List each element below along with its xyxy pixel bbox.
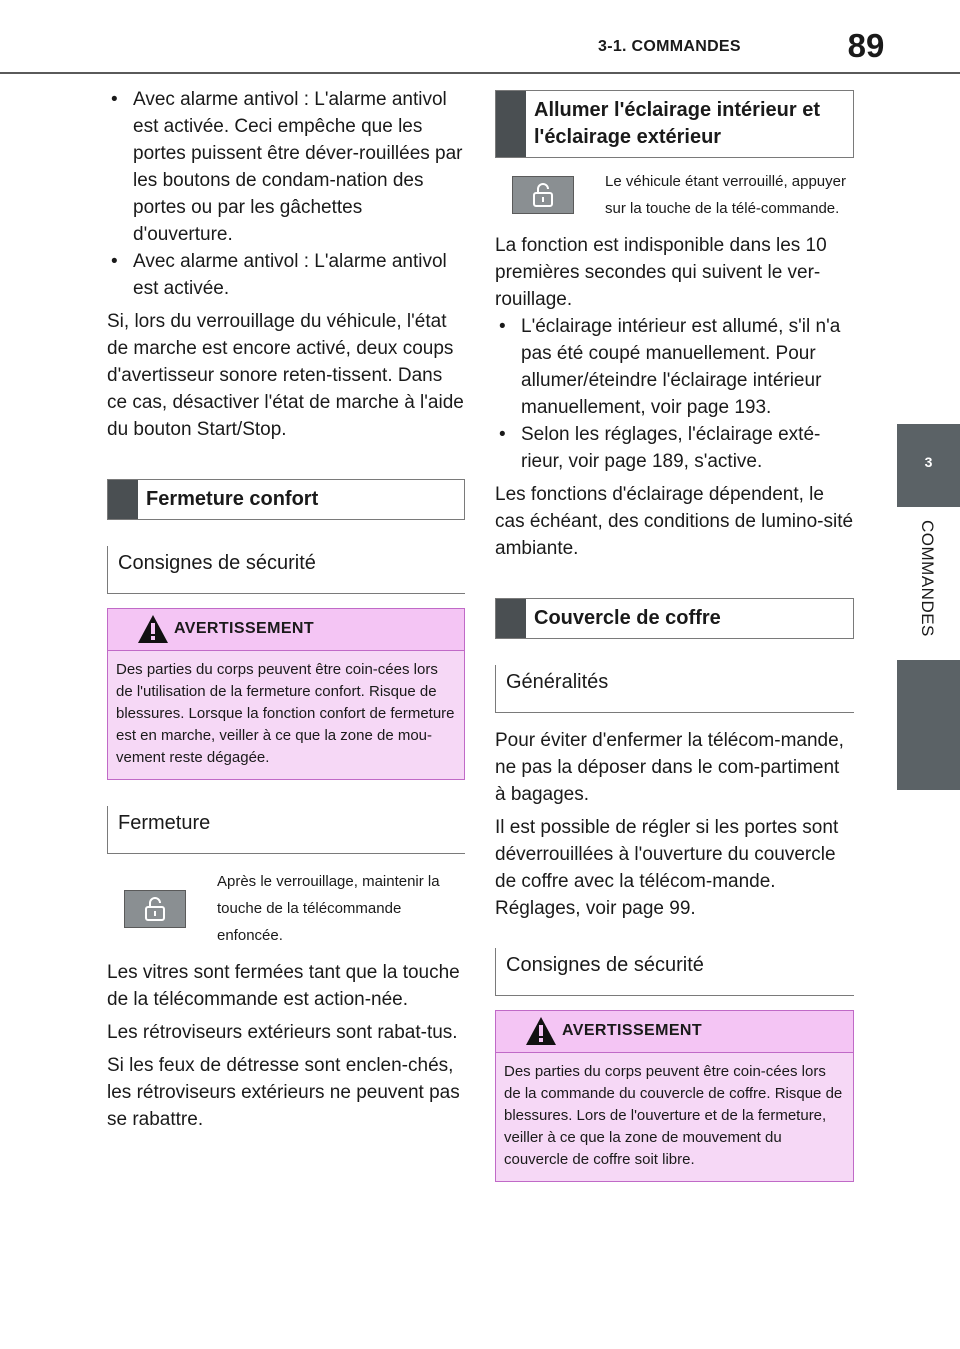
subsection-heading: Consignes de sécurité <box>107 546 465 594</box>
warning-label: AVERTISSEMENT <box>174 620 315 637</box>
warning-triangle-icon <box>526 1017 556 1045</box>
key-instruction-text: Après le verrouillage, maintenir la touche de la télécommande enfoncée. <box>217 873 440 944</box>
paragraph: Les vitres sont fermées tant que la touche de la télécommande est action-née. <box>107 962 460 1010</box>
paragraph: Les rétroviseurs extérieurs sont rabat-tus. <box>107 1022 458 1043</box>
page-number: 89 <box>847 27 885 64</box>
bullet-item: • Avec alarme antivol : L'alarme antivol est activée. Ceci empêche que les portes puissent être déver-rouillées par les boutons de condam-nation des portes ou par les gâchettes d'ouverture. <box>107 86 465 248</box>
chapter-label: COMMANDES <box>918 520 937 637</box>
paragraph: Si les feux de détresse sont enclen-chés, les rétroviseurs extérieurs ne peuvent pas se rabattre. <box>107 1055 460 1130</box>
bullet-item: • Avec alarme antivol : L'alarme antivol est activée. <box>107 248 465 302</box>
bullet-item: • Selon les réglages, l'éclairage exté-rieur, voir page 189, s'active. <box>495 421 854 475</box>
paragraph: Si, lors du verrouillage du véhicule, l'état de marche est encore activé, deux coups d'avertisseur sonore reten-tissent. Dans ce cas, désactiver l'état de marche à l'aide du bouton Start/Stop. <box>107 311 464 440</box>
lock-icon <box>144 896 166 922</box>
warning-box <box>495 1010 854 1182</box>
subsection-heading: Consignes de sécurité <box>495 948 854 996</box>
paragraph: La fonction est indisponible dans les 10 premières secondes qui suivent le ver-rouillage. <box>495 235 827 310</box>
section-heading-text: Couvercle de coffre <box>534 607 721 629</box>
key-instruction <box>495 168 854 222</box>
lock-key <box>512 176 574 214</box>
paragraph: Il est possible de régler si les portes sont déverrouillées à l'ouverture du couvercle de coffre avec la télécom-mande. Réglages, voir page 99. <box>495 817 839 919</box>
header-rule <box>0 72 960 74</box>
chapter-tab-bar <box>897 660 960 790</box>
key-instruction <box>107 868 465 949</box>
lock-icon <box>532 182 554 208</box>
warning-triangle-icon <box>138 615 168 643</box>
subsection-heading: Généralités <box>495 665 854 713</box>
warning-text: Des parties du corps peuvent être coin-cées lors de l'utilisation de la fermeture confort. Risque de blessures. Lorsque la fonction confort de fermeture est en marche, veiller à ce que la zone de mou-vement reste dégagée. <box>108 651 464 779</box>
warning-header <box>496 1011 853 1053</box>
lock-key <box>124 890 186 928</box>
section-heading-bar <box>496 599 526 638</box>
warning-text: Des parties du corps peuvent être coin-cées lors de la commande du couvercle de coffre. Risque de blessures. Lors de l'ouverture et de la fermeture, veiller à ce que la zone de mouvement du couvercle de coffre soit libre. <box>496 1053 853 1181</box>
section-heading <box>495 598 854 639</box>
subsection-heading: Fermeture <box>107 806 465 854</box>
chapter-tab <box>897 424 960 507</box>
right-column <box>495 90 854 1182</box>
left-column <box>107 86 465 1139</box>
section-heading <box>495 90 854 158</box>
key-instruction-text: Le véhicule étant verrouillé, appuyer sur la touche de la télé-commande. <box>605 173 846 217</box>
paragraph: Les fonctions d'éclairage dépendent, le cas échéant, des conditions de lumino-sité ambiante. <box>495 484 854 559</box>
section-heading-text: Fermeture confort <box>146 488 319 510</box>
section-heading <box>107 479 465 520</box>
bullet-item: • L'éclairage intérieur est allumé, s'il n'a pas été coupé manuellement. Pour allumer/éteindre l'éclairage intérieur manuellement, voir page 193. <box>495 313 854 421</box>
section-heading-bar <box>108 480 138 519</box>
section-heading-bar <box>496 91 526 157</box>
running-header: 3-1. COMMANDES <box>598 38 741 55</box>
warning-box <box>107 608 465 780</box>
paragraph: Pour éviter d'enfermer la télécom-mande, ne pas la déposer dans le com-partiment à bagages. <box>495 730 844 805</box>
section-heading-text: Allumer l'éclairage intérieur et l'éclairage extérieur <box>534 99 820 148</box>
warning-label: AVERTISSEMENT <box>562 1022 703 1039</box>
warning-header <box>108 609 464 651</box>
chapter-number: 3 <box>924 454 933 470</box>
